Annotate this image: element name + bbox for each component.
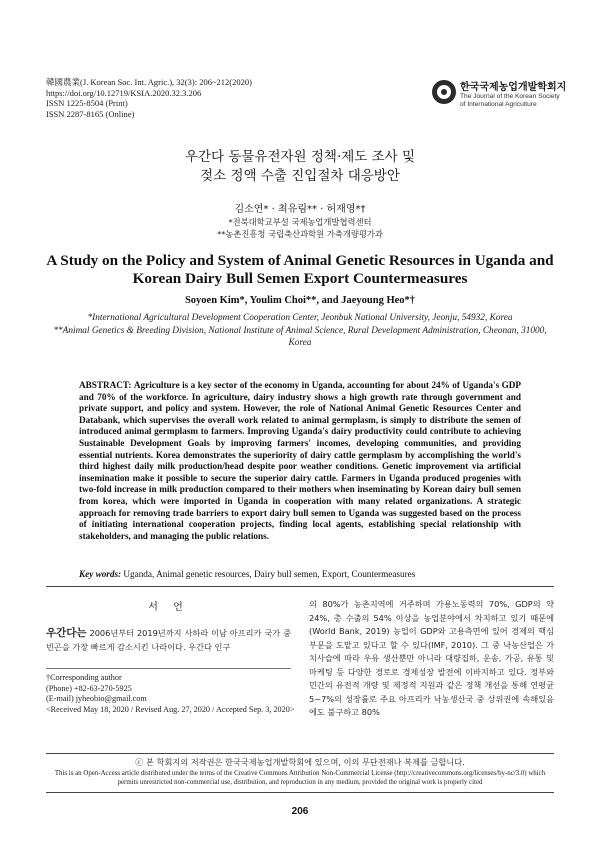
- english-authors: Soyoen Kim*, Youlim Choi**, and Jaeyoung Heo*†: [184, 295, 416, 306]
- keywords: [79, 568, 521, 580]
- society-name-en-line1: The Journal of the Korean Society: [460, 93, 560, 100]
- english-title-line2: Korean Dairy Bull Semen Export Countermeasures: [132, 270, 468, 287]
- society-name-en-line2: of International Agriculture: [460, 101, 537, 108]
- society-logo: [432, 78, 567, 112]
- korean-title-line1: 우간다 동물유전자원 정책·제도 조사 및: [184, 149, 416, 165]
- intro-right-column: 의 80%가 농촌지역에 거주하며 가용노동력의 70%, GDP의 약 24%, 총 수출의 54% 이상을 농업분야에서 차지하고 있기 때문에(World Bank, 2019) 농업이 GDP와 고용측면에 있어 경제의 핵심부문을 도맡고 있다고 할 수 있다(IMF, 2010). 그 중 낙농산업은 가치사슬에 따라 우유 생산뿐만 아니라 대량집하, 운송, 가공, 유통 및 마케팅 등 다양한 경로로 경제성장 발전에 이바지하고 있다. 정부와 민간의 유전적 개량 및 제정적 지원과 같은 정책 개선을 통해 연평균 5~7%의 성장률로 주요 아프리카 낙농생산국 중 상위권에 속해있음에도 불구하고 80%: [309, 599, 554, 717]
- abstract-text: Agriculture is a key sector of the economy in Uganda, accounting for about 24% of Uganda's GDP and 70% of the workforce. In agriculture, dairy industry shows a high growth rate through government and private support, and policy and system. However, the role of National Animal Genetic Resources Center and Databank, which supervises the overall work related to animal germplasm, is simply to distribute the semen of introduced animal germplasm to farmers. Improving Uganda's dairy productivity could contribute to achieving Sustainable Development Goals by improving farmers' incomes, developing communities, and providing essential nutrients. Korea demonstrates the superiority of dairy cattle germplasm by accomplishing the world's third highest daily milk production/head despite poor weather conditions. Genetic improvement via artificial insemination make it possible to secure the superior dairy cattle. Farmers in Uganda produced progenies with two-fold increase in milk production compared to their mothers when inseminating by Korean dairy bull semen from korea, which were imported in Uganda in cooperation with many related organizations. A strategic approach for removing trade barriers to export dairy bull semen to Uganda was suggested based on the process of initiating international cooperation projects, finding local agents, establishing special relationship with stakeholders, and managing the public relations.: [79, 380, 522, 541]
- footnote: [46, 673, 296, 715]
- abstract-label: ABSTRACT:: [79, 380, 132, 390]
- intro-left-column: [46, 627, 291, 654]
- keywords-label: Key words:: [79, 569, 122, 579]
- english-title-line1: A Study on the Policy and System of Animal Genetic Resources in Uganda and: [46, 252, 554, 269]
- issn-online: ISSN 2287-8165 (Online): [46, 108, 135, 119]
- korean-affiliation-2: **농촌진흥청 국립축산과학원 가축개량평가과: [217, 229, 383, 239]
- korean-affiliations: [0, 216, 600, 240]
- english-affiliation-1: *International Agricultural Development Cooperation Center, Jeonbuk National University, Jeonju, 54932, Korea: [87, 313, 513, 323]
- korean-title-line2: 젖소 정액 수출 진입절차 대응방안: [200, 168, 400, 184]
- issn-print: ISSN 1225-8504 (Print): [46, 98, 128, 109]
- page-number: 206: [291, 806, 309, 817]
- copyright-license: This is an Open-Access article distributed under the terms of the Creative Commons Attribution Non-Commercial License (http://creativecommons.org/licenses/by-nc/3.0) which permits unrestricted non-commercial use, distribution, and reproduction in any medium, provided the original work is properly cited: [54, 770, 546, 786]
- divider: [46, 586, 554, 587]
- doi-link[interactable]: https://doi.org/10.12719/KSIA.2020.32.3.206: [46, 87, 202, 98]
- received-dates: <Received May 18, 2020 / Revised Aug. 27, 2020 / Accepted Sep. 3, 2020>: [46, 704, 295, 714]
- intro-left-text: 2006년부터 2019년까지 사하라 이남 아프리카 국가 중 빈곤을 가장 빠르게 감소시킨 나라이다. 우간다 인구: [46, 628, 292, 652]
- author-phone: (Phone) +82-63-270-5925: [46, 683, 132, 693]
- society-emblem-icon: [432, 80, 456, 104]
- society-name-kr: 한국국제농업개발학회지: [460, 82, 567, 93]
- english-affiliation-2: **Animal Genetics & Breeding Division, National Institute of Animal Science, Rural Development Administration, Cheonan, 31000, Korea: [53, 325, 547, 348]
- english-title: [20, 252, 580, 288]
- divider: [46, 753, 554, 754]
- copyright-korean: ⓒ 본 학회지의 저작권은 한국국제농업개발학회에 있으며, 이의 무단전재나 복제를 금합니다.: [135, 757, 465, 767]
- corresponding-author: †Corresponding author: [46, 673, 122, 682]
- journal-header: [46, 77, 252, 119]
- author-email[interactable]: (E-mail) jyheobio@gmail.com: [46, 694, 147, 704]
- society-name-en: [460, 93, 560, 109]
- intro-lead-word: 우간다는: [46, 627, 87, 639]
- keywords-text: Uganda, Animal genetic resources, Dairy bull semen, Export, Countermeasures: [123, 569, 416, 579]
- section-heading: 서 언: [148, 602, 189, 613]
- journal-citation: 韓國農業(J. Korean Soc. Int. Agric.), 32(3): 206~212(2020): [46, 77, 252, 87]
- korean-affiliation-1: *전북대학교부설 국제농업개발협력센터: [228, 217, 372, 227]
- divider: [46, 792, 554, 793]
- footnote-divider: [46, 668, 291, 669]
- korean-title: [0, 148, 600, 186]
- korean-authors: 김소연* · 최유림** · 허재영*†: [234, 204, 366, 215]
- abstract: [79, 380, 521, 542]
- english-affiliations: [50, 312, 550, 350]
